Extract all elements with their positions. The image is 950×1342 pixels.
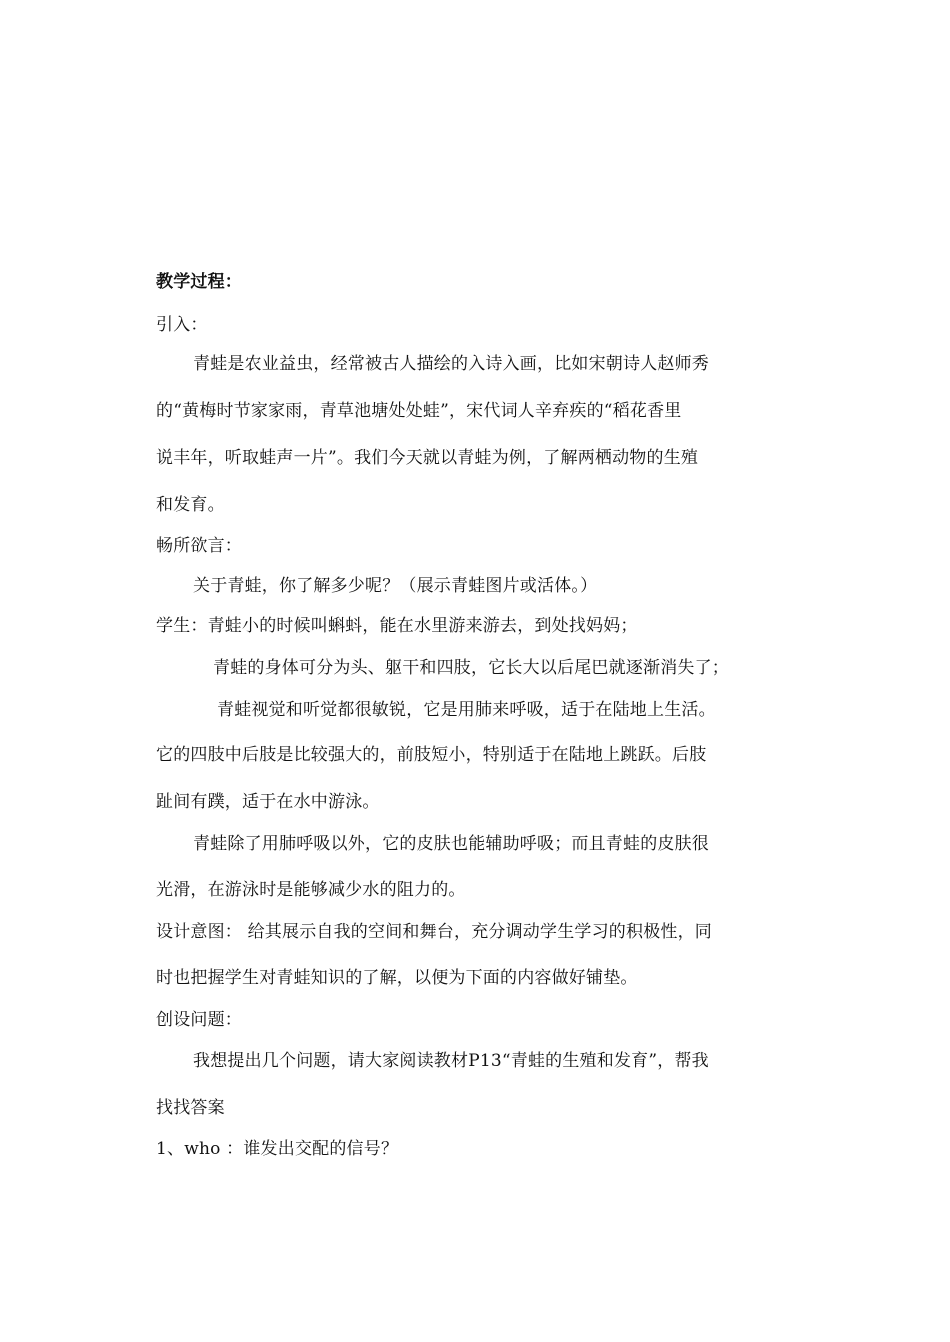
question-item: 1、who ：谁发出交配的信号？ xyxy=(156,1139,399,1159)
intro-paragraph-line: 青蛙是农业益虫，经常被古人描绘的入诗入画，比如宋朝诗人赵师秀 xyxy=(193,354,709,374)
intro-paragraph-line: 和发育。 xyxy=(156,495,225,515)
problem-paragraph-line: 我想提出几个问题，请大家阅读教材P13“青蛙的生殖和发育”，帮我 xyxy=(193,1051,709,1071)
student-answer-line: 青蛙视觉和听觉都很敏锐，它是用肺来呼吸，适于在陆地上生活。 xyxy=(217,700,716,720)
section-heading: 教学过程： xyxy=(156,272,242,292)
intro-paragraph-line: 的“黄梅时节家家雨，青草池塘处处蛙”，宋代词人辛弃疾的“稻花香里 xyxy=(156,401,682,421)
student-answer-line: 青蛙的身体可分为头、躯干和四肢，它长大以后尾巴就逐渐消失了； xyxy=(213,658,729,678)
speak-label: 畅所欲言： xyxy=(156,536,242,556)
problem-label: 创设问题： xyxy=(156,1010,242,1030)
design-intent-line: 设计意图： 给其展示自我的空间和舞台，充分调动学生学习的积极性，同 xyxy=(156,922,713,942)
problem-paragraph-line: 找找答案 xyxy=(156,1098,225,1118)
design-intent-line: 时也把握学生对青蛙知识的了解，以便为下面的内容做好铺垫。 xyxy=(156,968,638,988)
intro-paragraph-line: 说丰年，听取蛙声一片”。我们今天就以青蛙为例，了解两栖动物的生殖 xyxy=(156,448,699,468)
student-answer-line: 青蛙除了用肺呼吸以外，它的皮肤也能辅助呼吸；而且青蛙的皮肤很 xyxy=(193,834,709,854)
student-answer-line: 光滑，在游泳时是能够减少水的阻力的。 xyxy=(156,880,466,900)
speak-question: 关于青蛙，你了解多少呢？（展示青蛙图片或活体。） xyxy=(193,576,598,596)
student-answer-line: 学生：青蛙小的时候叫蝌蚪，能在水里游来游去，到处找妈妈； xyxy=(156,616,638,636)
student-answer-line: 它的四肢中后肢是比较强大的，前肢短小，特别适于在陆地上跳跃。后肢 xyxy=(156,745,707,765)
intro-label: 引入： xyxy=(156,315,208,335)
student-answer-line: 趾间有蹼，适于在水中游泳。 xyxy=(156,792,380,812)
